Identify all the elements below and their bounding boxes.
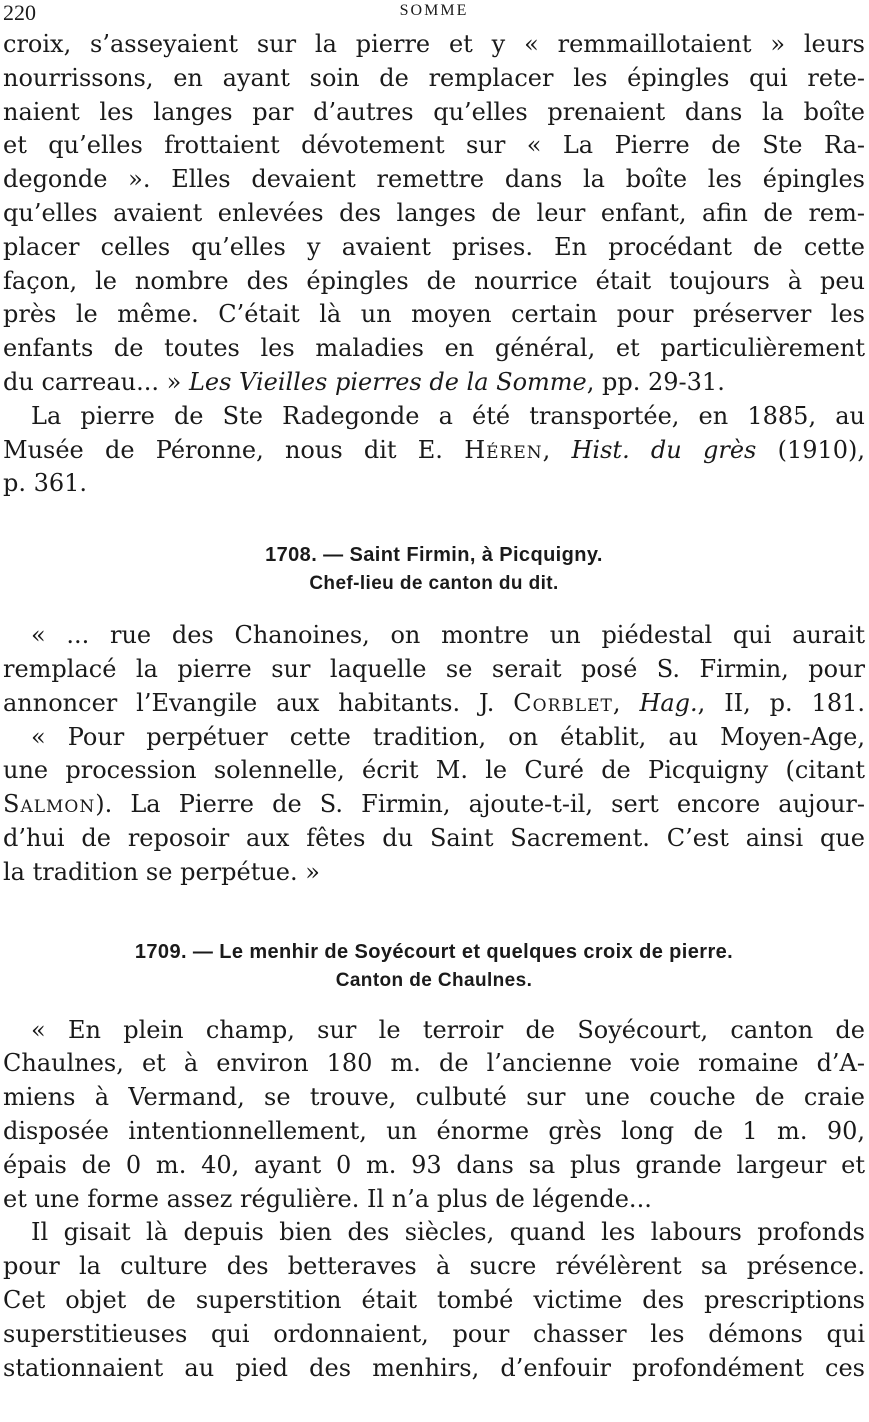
section-subtitle: Chef-lieu de canton du dit.	[309, 573, 559, 595]
text-line: et une forme assez régulière. Il n’a plus de légende...	[3, 1184, 652, 1213]
text-line: p. 361.	[3, 469, 88, 498]
author-name: Héren	[464, 435, 543, 464]
text-run: ,	[542, 435, 572, 464]
section-1709	[3, 936, 865, 1386]
running-title: SOMME	[399, 2, 469, 19]
text-line: placer celles qu’elles y avaient prises. En procédant de cette	[3, 232, 865, 261]
author-name: Salmon	[3, 790, 96, 819]
cited-title: Hist. du grès	[571, 435, 757, 464]
intro-second-paragraph	[3, 400, 865, 501]
page-number: 220	[3, 0, 36, 25]
section-title: 1709. — Le menhir de Soyécourt et quelques croix de pierre.	[134, 940, 734, 963]
text-line: une procession solennelle, écrit M. le Curé de Picquigny (citant	[3, 756, 865, 785]
text-line: pour la culture des betteraves à sucre révélèrent sa présence.	[3, 1252, 865, 1281]
text-line: remplacé la pierre sur laquelle se serait posé S. Firmin, pour	[3, 654, 865, 683]
text-line: « En plein champ, sur le terroir de Soyécourt, canton de	[31, 1015, 865, 1044]
text-run: ,	[612, 688, 640, 717]
intro-paragraph	[3, 28, 865, 400]
text-line: la tradition se perpétue. »	[3, 857, 320, 886]
cited-title: Les Vieilles pierres de la Somme	[188, 367, 587, 396]
running-head	[3, 0, 865, 28]
section-subtitle: Canton de Chaulnes.	[335, 969, 533, 991]
author-name: Corblet	[513, 688, 613, 717]
text-line: stationnaient au pied des menhirs, d’enfouir profondément ces	[3, 1353, 865, 1382]
book-page	[3, 0, 865, 1385]
text-run: du carreau... »	[3, 367, 189, 396]
text-line: degonde ». Elles devaient remettre dans la boîte les épingles	[3, 165, 865, 194]
text-run: annoncer l’Evangile aux habitants. J.	[3, 688, 514, 717]
text-run: , pp. 29-31.	[586, 367, 725, 396]
text-line	[3, 788, 865, 822]
text-line	[3, 434, 865, 468]
text-line: qu’elles avaient enlevées des langes de leur enfant, afin de rem-	[3, 198, 865, 227]
text-line: épais de 0 m. 40, ayant 0 m. 93 dans sa plus grande largeur et	[3, 1150, 865, 1179]
text-line: Cet objet de superstition était tombé victime des prescriptions	[3, 1285, 865, 1314]
text-run: Musée de Péronne, nous dit E.	[3, 435, 465, 464]
text-line: Il gisait là depuis bien des siècles, quand les labours profonds	[31, 1218, 865, 1247]
text-line: d’hui de reposoir aux fêtes du Saint Sacrement. C’est ainsi que	[3, 823, 865, 852]
text-line: façon, le nombre des épingles de nourrice était toujours à peu	[3, 266, 865, 295]
text-line: près le même. C’était là un moyen certain pour préserver les	[3, 300, 865, 329]
text-line: et qu’elles frottaient dévotement sur « La Pierre de Ste Ra-	[3, 131, 865, 160]
text-line: superstitieuses qui ordonnaient, pour chasser les démons qui	[3, 1319, 865, 1348]
text-line: nourrissons, en ayant soin de remplacer les épingles qui rete-	[3, 63, 865, 92]
text-line: « Pour perpétuer cette tradition, on établit, au Moyen-Age,	[31, 722, 865, 751]
text-line	[3, 687, 865, 721]
text-line: disposée intentionnellement, un énorme grès long de 1 m. 90,	[3, 1116, 865, 1145]
section-title: 1708. — Saint Firmin, à Picquigny.	[265, 544, 603, 567]
text-line: La pierre de Ste Radegonde a été transportée, en 1885, au	[31, 401, 865, 430]
text-line: enfants de toutes les maladies en général, et particulièrement	[3, 334, 865, 363]
cited-title: Hag.	[639, 688, 698, 717]
text-run: (1910),	[756, 435, 865, 464]
text-line: Chaulnes, et à environ 180 m. de l’ancienne voie romaine d’A-	[3, 1049, 865, 1078]
text-run: , II, p. 181.	[697, 688, 865, 717]
text-line: miens à Vermand, se trouve, culbuté sur une couche de craie	[3, 1083, 865, 1112]
section-1708	[3, 539, 865, 889]
text-line: croix, s’asseyaient sur la pierre et y « remmaillotaient » leurs	[3, 30, 865, 58]
text-line: naient les langes par d’autres qu’elles prenaient dans la boîte	[3, 97, 865, 126]
text-run: ). La Pierre de S. Firmin, ajoute-t-il, sert encore aujour-	[95, 790, 865, 819]
text-line	[3, 366, 865, 400]
text-line: « ... rue des Chanoines, on montre un piédestal qui aurait	[31, 621, 865, 650]
